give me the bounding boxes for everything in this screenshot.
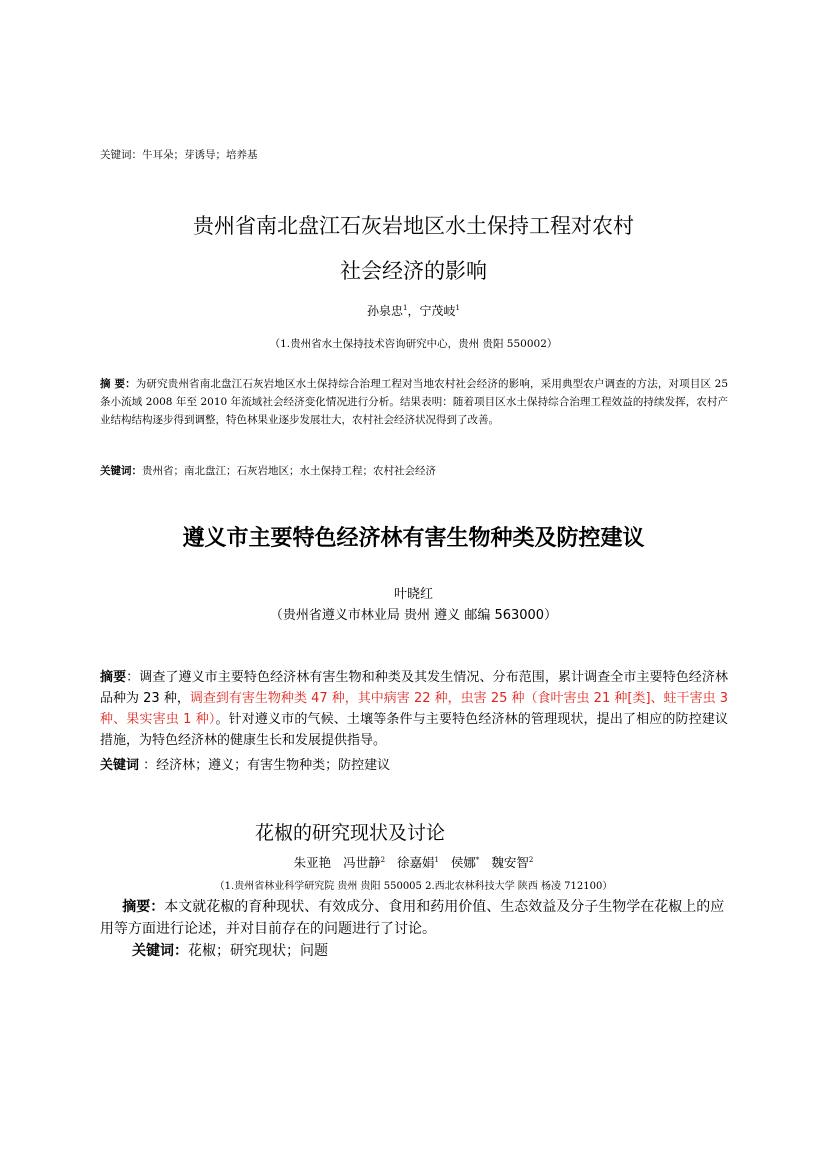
top-keywords-text: 牛耳朵；芽诱导；培养基	[142, 149, 258, 161]
article1-abstract	[100, 375, 728, 429]
article1-title-line1: 贵州省南北盘江石灰岩地区水土保持工程对农村	[193, 214, 634, 238]
article3-author-name: 朱亚艳	[293, 855, 332, 870]
article3-author-sup: 2	[528, 855, 534, 864]
article1-author-sep: ，	[407, 304, 420, 318]
article3-author	[294, 855, 332, 870]
article3-author-sup: *	[475, 855, 480, 864]
article3-author-name: 侯娜	[450, 855, 476, 870]
article3-author	[451, 855, 480, 870]
article1-authors	[0, 302, 827, 319]
article1-author2-sup: 1	[455, 304, 460, 312]
article3-author	[343, 855, 385, 870]
article1-abstract-label: 摘 要：	[100, 378, 136, 390]
article2-abstract-label: 摘要	[100, 670, 127, 685]
article1-author1: 孙泉忠	[367, 304, 404, 318]
article2-abstract	[100, 667, 728, 751]
article1-author2: 宁茂岐	[419, 304, 456, 318]
article1-title-line2: 社会经济的影响	[340, 259, 487, 283]
article2-keywords-text: ：经济林；遵义；有害生物种类；防控建议	[139, 758, 391, 773]
top-keywords-label: 关键词：	[100, 149, 142, 161]
article3-affiliation: （1.贵州省林业科学研究院 贵州 贵阳 550005 2.西北农林科技大学 陕西 杨凌 712100）	[214, 881, 613, 892]
article2-abstract-highlight: 调查到有害生物种类 47 种，其中病害 22 种，虫害 25 种（食叶害虫 21 种[类]、蛀干害虫 3 种、果实害虫 1 种）	[100, 691, 728, 727]
article3-abstract-text: 本文就花椒的育种现状、有效成分、食用和药用价值、生态效益及分子生物学在花椒上的应用等方面进行论述，并对目前存在的问题进行了讨论。	[100, 899, 725, 937]
article1-author1-sup: 1	[403, 304, 408, 312]
article3-author-sup: 2	[380, 855, 386, 864]
article2-keywords-label: 关键词	[100, 758, 140, 773]
article3-author-name: 魏安智	[491, 855, 529, 870]
article2-author: 叶晓红	[393, 587, 433, 602]
article2-title: 遵义市主要特色经济林有害生物种类及防控建议	[182, 526, 645, 551]
article1-keywords-label: 关键词：	[100, 465, 142, 477]
article2-keywords	[100, 754, 390, 773]
article1-keywords	[100, 463, 436, 478]
article1-affiliation: （1.贵州省水土保持技术咨询研究中心，贵州 贵阳 550002）	[269, 338, 558, 350]
top-keywords	[100, 147, 258, 163]
article3-author	[397, 855, 439, 870]
article1-abstract-text: 为研究贵州省南北盘江石灰岩地区水土保持综合治理工程对当地农村社会经济的影响，采用典型农户调查的方法，对项目区 25 条小流域 2008 年至 2010 年流域社会经济变化情况进行分析。结果表明：随着项目区水土保持综合治理工程效益的持续发挥，农村产业结构结构逐步得到调整，特色林果业逐步发展壮大，农村社会经济状况得到了改善。	[100, 378, 728, 426]
article2-abstract-part2: 。针对遵义市的气候、土壤等条件与主要特色经济林的管理现状，提出了相应的防控建议措施，为特色经济林的健康生长和发展提供指导。	[100, 712, 728, 748]
article1-keywords-text: 贵州省；南北盘江；石灰岩地区；水土保持工程；农村社会经济	[142, 465, 436, 477]
article3-keywords-text: 花椒；研究现状；问题	[188, 943, 328, 959]
article3-abstract-label: 摘要：	[122, 899, 165, 915]
article3-author-name: 冯世静	[343, 855, 381, 870]
article3-author-name: 徐嘉娟	[397, 855, 435, 870]
article2-affiliation: （贵州省遵义市林业局 贵州 遵义 邮编 563000）	[269, 608, 558, 623]
article3-keywords-label: 关键词：	[132, 943, 188, 959]
article3-authors	[0, 853, 827, 871]
article3-keywords	[132, 940, 328, 960]
article3-title: 花椒的研究现状及讨论	[255, 822, 446, 844]
article2-abstract-part1: ：调查了遵义市主要特色经济林有害生物和种类及其发生情况、分布范围，累计调查全市主要特色经济林品种为 23 种，	[100, 670, 728, 706]
article3-author	[491, 855, 533, 870]
article3-author-sup: 1	[434, 855, 439, 864]
article3-abstract	[100, 896, 728, 940]
